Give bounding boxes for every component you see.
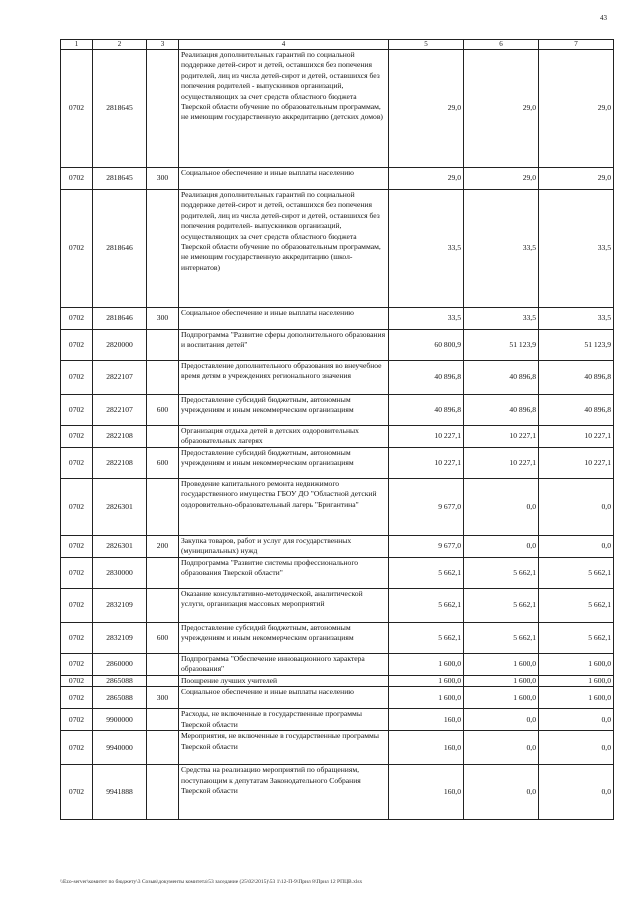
cell-c1: 0702 [61, 709, 93, 731]
cell-c6: 0,0 [464, 479, 539, 536]
cell-c5: 29,0 [389, 168, 464, 190]
cell-c5: 160,0 [389, 731, 464, 765]
cell-c7: 51 123,9 [539, 330, 614, 361]
cell-c6: 1 600,0 [464, 654, 539, 676]
cell-c2: 2822107 [93, 361, 147, 395]
cell-c1: 0702 [61, 168, 93, 190]
cell-c6: 40 896,8 [464, 395, 539, 426]
cell-c3 [147, 654, 179, 676]
cell-c7: 29,0 [539, 50, 614, 168]
table-row [61, 623, 614, 654]
cell-c6: 10 227,1 [464, 426, 539, 448]
cell-c6: 29,0 [464, 168, 539, 190]
cell-c2: 2826301 [93, 536, 147, 558]
cell-c3 [147, 765, 179, 820]
table-row [61, 426, 614, 448]
cell-c7: 0,0 [539, 536, 614, 558]
cell-c1: 0702 [61, 395, 93, 426]
cell-c2: 2826301 [93, 479, 147, 536]
cell-c5: 60 800,9 [389, 330, 464, 361]
cell-c3 [147, 361, 179, 395]
page-number: 43 [600, 14, 607, 22]
cell-c4: Подпрограмма "Обеспечение инновационного характера образования" [179, 654, 389, 676]
cell-c7: 40 896,8 [539, 361, 614, 395]
cell-c6: 5 662,1 [464, 589, 539, 623]
budget-table [60, 39, 614, 820]
cell-c1: 0702 [61, 687, 93, 709]
cell-c3 [147, 479, 179, 536]
cell-c2: 9900000 [93, 709, 147, 731]
cell-c3 [147, 589, 179, 623]
cell-c2: 2818646 [93, 190, 147, 308]
cell-c3 [147, 330, 179, 361]
cell-c4: Социальное обеспечение и иные выплаты населению [179, 308, 389, 330]
cell-c6: 40 896,8 [464, 361, 539, 395]
cell-c3: 300 [147, 168, 179, 190]
table-row [61, 190, 614, 308]
table-row [61, 448, 614, 479]
table-row [61, 589, 614, 623]
table-row [61, 676, 614, 687]
cell-c7: 0,0 [539, 731, 614, 765]
cell-c4: Поощрение лучших учителей [179, 676, 389, 687]
cell-c5: 160,0 [389, 765, 464, 820]
cell-c7: 5 662,1 [539, 589, 614, 623]
cell-c4: Мероприятия, не включенные в государственные программы Тверской области [179, 731, 389, 765]
cell-c1: 0702 [61, 589, 93, 623]
cell-c6: 10 227,1 [464, 448, 539, 479]
table-row [61, 765, 614, 820]
cell-c1: 0702 [61, 676, 93, 687]
cell-c4: Подпрограмма "Развитие системы профессионального образования Тверской области" [179, 558, 389, 589]
cell-c7: 0,0 [539, 765, 614, 820]
cell-c7: 33,5 [539, 190, 614, 308]
cell-c3 [147, 50, 179, 168]
cell-c1: 0702 [61, 190, 93, 308]
cell-c7: 10 227,1 [539, 448, 614, 479]
cell-c1: 0702 [61, 361, 93, 395]
cell-c1: 0702 [61, 731, 93, 765]
cell-c5: 40 896,8 [389, 395, 464, 426]
cell-c1: 0702 [61, 536, 93, 558]
cell-c2: 2818645 [93, 168, 147, 190]
cell-c5: 9 677,0 [389, 479, 464, 536]
cell-c5: 10 227,1 [389, 426, 464, 448]
header-col-3: 3 [147, 40, 179, 50]
cell-c4: Проведение капитального ремонта недвижимого государственного имущества ГБОУ ДО "Областной детский оздоровительно-образовательный лагерь "Бригантина" [179, 479, 389, 536]
cell-c4: Реализация дополнительных гарантий по социальной поддержке детей-сирот и детей, оставшихся без попечения родителей, лиц из числа детей-сирот и детей, оставшихся без попечения родителей - выпускников организаций, осуществляющих за счет средств областного бюджета Тверской области обучение по образовательным программам, не имеющим государственную аккредитацию (детских домов) [179, 50, 389, 168]
cell-c1: 0702 [61, 558, 93, 589]
cell-c6: 29,0 [464, 50, 539, 168]
cell-c7: 1 600,0 [539, 687, 614, 709]
cell-c2: 2865088 [93, 687, 147, 709]
cell-c5: 1 600,0 [389, 676, 464, 687]
cell-c6: 33,5 [464, 190, 539, 308]
cell-c3: 600 [147, 623, 179, 654]
header-col-5: 5 [389, 40, 464, 50]
cell-c2: 2820000 [93, 330, 147, 361]
cell-c3: 600 [147, 448, 179, 479]
cell-c2: 2822108 [93, 426, 147, 448]
table-row [61, 731, 614, 765]
header-col-6: 6 [464, 40, 539, 50]
cell-c5: 29,0 [389, 50, 464, 168]
cell-c7: 1 600,0 [539, 654, 614, 676]
table-row [61, 168, 614, 190]
cell-c6: 51 123,9 [464, 330, 539, 361]
cell-c6: 0,0 [464, 709, 539, 731]
table-row [61, 558, 614, 589]
cell-c1: 0702 [61, 308, 93, 330]
cell-c4: Социальное обеспечение и иные выплаты населению [179, 687, 389, 709]
cell-c6: 1 600,0 [464, 687, 539, 709]
table-row [61, 654, 614, 676]
file-path-footer: \\Ezo-server\комитет по бюджету\3 Созыв\документы комитета\53 заседание (25\02\2015)\53 1\12-П-9\Прил 8\Прил 12 РПЦВ.xlsx [60, 879, 363, 885]
cell-c7: 33,5 [539, 308, 614, 330]
cell-c5: 1 600,0 [389, 654, 464, 676]
cell-c2: 9941888 [93, 765, 147, 820]
table-row [61, 709, 614, 731]
cell-c1: 0702 [61, 426, 93, 448]
cell-c2: 2865088 [93, 676, 147, 687]
cell-c7: 5 662,1 [539, 558, 614, 589]
table-row [61, 50, 614, 168]
cell-c5: 10 227,1 [389, 448, 464, 479]
cell-c6: 0,0 [464, 765, 539, 820]
header-row [61, 40, 614, 50]
cell-c5: 5 662,1 [389, 623, 464, 654]
cell-c3 [147, 426, 179, 448]
cell-c1: 0702 [61, 448, 93, 479]
cell-c6: 0,0 [464, 536, 539, 558]
cell-c3: 300 [147, 687, 179, 709]
cell-c3 [147, 676, 179, 687]
cell-c7: 29,0 [539, 168, 614, 190]
cell-c1: 0702 [61, 765, 93, 820]
cell-c2: 2830000 [93, 558, 147, 589]
header-col-7: 7 [539, 40, 614, 50]
table-row [61, 361, 614, 395]
table-row [61, 395, 614, 426]
cell-c4: Средства на реализацию мероприятий по обращениям, поступающим к депутатам Законодательного Собрания Тверской области [179, 765, 389, 820]
cell-c1: 0702 [61, 50, 93, 168]
table-row [61, 479, 614, 536]
cell-c6: 5 662,1 [464, 558, 539, 589]
table-row [61, 308, 614, 330]
cell-c2: 2832109 [93, 623, 147, 654]
cell-c4: Предоставление субсидий бюджетным, автономным учреждениям и иным некоммерческим организациям [179, 395, 389, 426]
cell-c5: 1 600,0 [389, 687, 464, 709]
cell-c6: 0,0 [464, 731, 539, 765]
cell-c4: Предоставление дополнительного образования во внеучебное время детям в учреждениях регионального значения [179, 361, 389, 395]
cell-c5: 5 662,1 [389, 558, 464, 589]
cell-c4: Оказание консультативно-методической, аналитической услуги, организация массовых мероприятий [179, 589, 389, 623]
cell-c2: 2860000 [93, 654, 147, 676]
cell-c6: 33,5 [464, 308, 539, 330]
cell-c7: 0,0 [539, 709, 614, 731]
cell-c5: 9 677,0 [389, 536, 464, 558]
cell-c5: 40 896,8 [389, 361, 464, 395]
cell-c4: Реализация дополнительных гарантий по социальной поддержке детей-сирот и детей, оставшихся без попечения родителей, лиц из числа детей-сирот и детей, оставшихся без попечения родителей- выпускников организаций, осуществляющих за счет средств областного бюджета Тверской области обучение по образовательным программам, не имеющим государственную аккредитацию (школ-интернатов) [179, 190, 389, 308]
cell-c4: Закупка товаров, работ и услуг для государственных (муниципальных) нужд [179, 536, 389, 558]
cell-c7: 5 662,1 [539, 623, 614, 654]
cell-c4: Расходы, не включенные в государственные программы Тверской области [179, 709, 389, 731]
cell-c3 [147, 190, 179, 308]
header-col-4: 4 [179, 40, 389, 50]
cell-c4: Организация отдыха детей в детских оздоровительных образовательных лагерях [179, 426, 389, 448]
cell-c3: 200 [147, 536, 179, 558]
cell-c2: 2818646 [93, 308, 147, 330]
cell-c6: 5 662,1 [464, 623, 539, 654]
cell-c3: 300 [147, 308, 179, 330]
header-col-2: 2 [93, 40, 147, 50]
cell-c4: Социальное обеспечение и иные выплаты населению [179, 168, 389, 190]
cell-c2: 2822107 [93, 395, 147, 426]
cell-c5: 33,5 [389, 190, 464, 308]
cell-c1: 0702 [61, 623, 93, 654]
table-row [61, 687, 614, 709]
cell-c2: 2818645 [93, 50, 147, 168]
cell-c4: Предоставление субсидий бюджетным, автономным учреждениям и иным некоммерческим организациям [179, 623, 389, 654]
cell-c1: 0702 [61, 654, 93, 676]
cell-c3 [147, 709, 179, 731]
cell-c2: 9940000 [93, 731, 147, 765]
cell-c4: Предоставление субсидий бюджетным, автономным учреждениям и иным некоммерческим организациям [179, 448, 389, 479]
cell-c5: 33,5 [389, 308, 464, 330]
cell-c7: 40 896,8 [539, 395, 614, 426]
cell-c1: 0702 [61, 479, 93, 536]
cell-c5: 160,0 [389, 709, 464, 731]
cell-c3: 600 [147, 395, 179, 426]
cell-c2: 2822108 [93, 448, 147, 479]
table-row [61, 330, 614, 361]
cell-c1: 0702 [61, 330, 93, 361]
table-row [61, 536, 614, 558]
cell-c7: 1 600,0 [539, 676, 614, 687]
cell-c6: 1 600,0 [464, 676, 539, 687]
cell-c7: 10 227,1 [539, 426, 614, 448]
cell-c2: 2832109 [93, 589, 147, 623]
cell-c3 [147, 558, 179, 589]
cell-c7: 0,0 [539, 479, 614, 536]
header-col-1: 1 [61, 40, 93, 50]
cell-c3 [147, 731, 179, 765]
cell-c5: 5 662,1 [389, 589, 464, 623]
cell-c4: Подпрограмма "Развитие сферы дополнительного образования и воспитания детей" [179, 330, 389, 361]
